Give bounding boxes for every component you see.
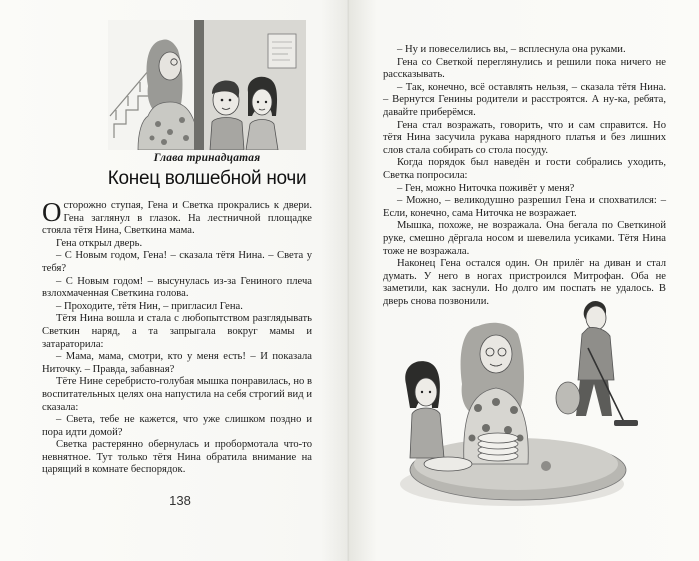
left-page — [0, 0, 349, 561]
paragraph: – С Новым годом, Гена! – сказала тётя Нина. – Света у тебя? — [42, 250, 312, 274]
paragraph: – С Новым годом! – высунулась из-за Гениного плеча взлохмаченная Светкина голова. — [42, 275, 312, 300]
paragraph: Когда порядок был наведён и гости собрались уходить, Светка попросила: — [383, 157, 666, 181]
paragraph: Тёте Нине серебристо-голубая мышка понравилась, но в воспитательных целях она напустила на себя строгий вид и сказала: — [42, 376, 312, 413]
paragraph: Мышка, похоже, не возражала. Она бегала по Светкиной руке, смешно дёргала носом и шевелила усиками. Тётя Нина тоже не возражала. — [383, 220, 666, 257]
chapter-title: Конец волшебной ночи — [107, 168, 307, 189]
paragraph: Гена открыл дверь. — [56, 237, 143, 249]
left-page-text — [42, 197, 312, 477]
right-page-text — [383, 44, 666, 308]
paragraph: Гена со Светкой переглянулись и решили пока ничего не рассказывать. — [383, 56, 666, 81]
paragraph: – Проходите, тётя Нин, – пригласил Гена. — [56, 300, 243, 312]
paragraph: Осторожно ступая, Гена и Светка прокрались к двери. Гена заглянул в глазок. На лестничной площадке стояла тётя Нина, Светкина мама. — [42, 197, 312, 237]
paragraph: – Мама, мама, смотри, кто у меня есть! – И показала Ниточку. – Правда, забавная? — [42, 351, 312, 375]
paragraph: – Ген, можно Ниточка поживёт у меня? — [397, 182, 575, 194]
paragraph: – Света, тебе не кажется, что уже слишком поздно и пора идти домой? — [42, 414, 312, 438]
paragraph: Наконец Гена остался один. Он прилёг на диван и стал думать. У него в ногах пристроился Митрофан. Оба не заметили, как заснули. Но долго им поспать не удалось. В дверь снова позвонили. — [383, 258, 666, 307]
paragraph: – Так, конечно, всё оставлять нельзя, – сказала тётя Нина. – Вернутся Генины родители и расстроятся. А ну-ка, ребята, давайте приберёмся. — [383, 81, 666, 118]
paragraph: – Ну и повеселились вы, – всплеснула она руками. — [397, 44, 626, 55]
page-number: 138 — [169, 493, 191, 508]
illustration-table-cleanup — [392, 288, 652, 510]
right-page — [349, 0, 699, 561]
chapter-label: Глава тринадцатая — [153, 152, 261, 164]
paragraph: Тётя Нина вошла и стала с любопытством разглядывать Светкин наряд, а та запрыгала вокруг мамы и затараторила: — [42, 313, 312, 350]
paragraph: – Можно, – великодушно разрешил Гена и спохватился: – Если, конечно, сама Ниточка не возражает. — [383, 195, 666, 219]
illustration-doorway — [108, 20, 306, 150]
paragraph: Гена стал возражать, говорить, что и сам справится. Но тётя Нина засучила рукава нарядного платья и без лишних слов стала собирать со стола посуду. — [383, 119, 666, 156]
paragraph: Светка растерянно обернулась и пробормотала что-то невнятное. Тут только тётя Нина обратила внимание на царящий в комнате беспорядок. — [42, 439, 312, 476]
dropcap: О — [42, 197, 62, 227]
